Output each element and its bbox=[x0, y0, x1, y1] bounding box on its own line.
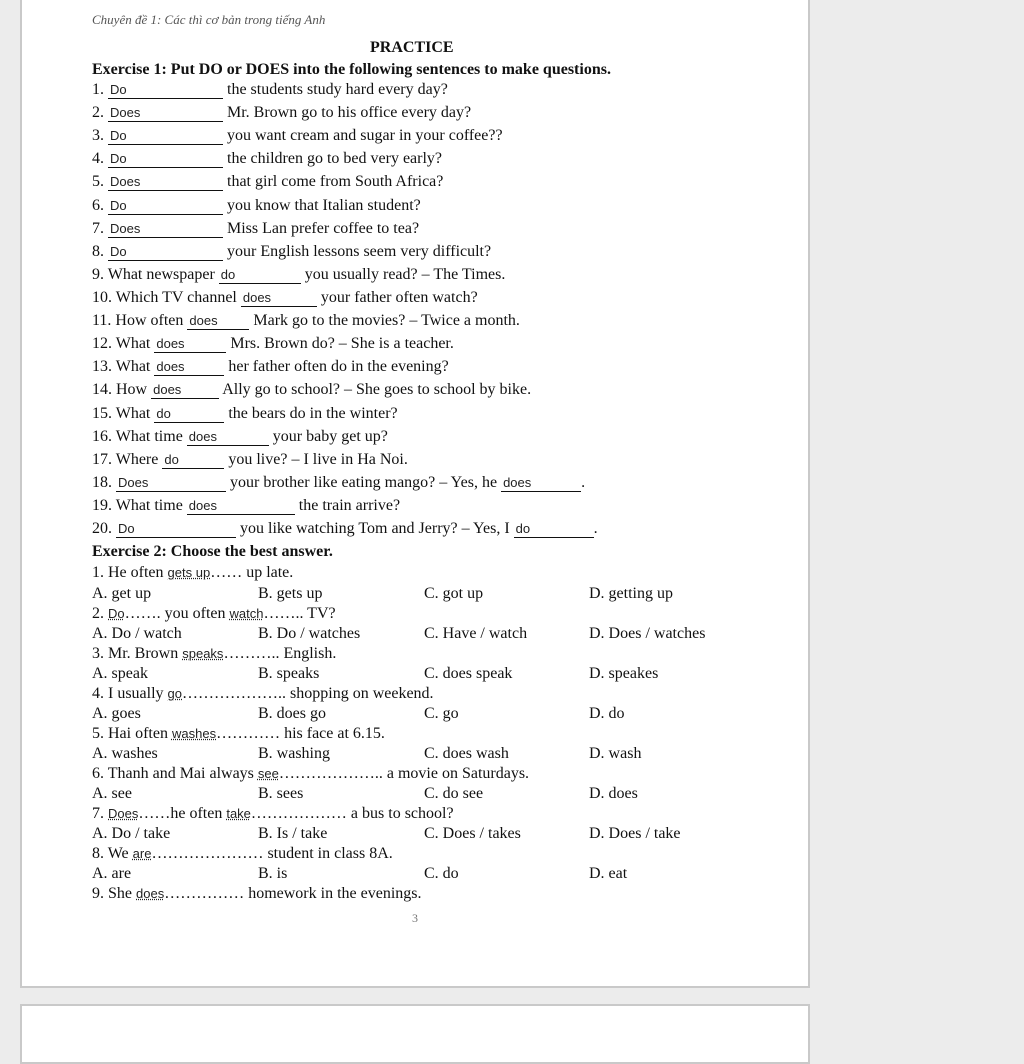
item-text: Miss Lan prefer coffee to tea? bbox=[227, 220, 420, 237]
answer-fill bbox=[133, 845, 264, 862]
answer-option: A. see bbox=[92, 785, 132, 802]
answer-option: A. are bbox=[92, 865, 132, 882]
item-text: 4. bbox=[92, 150, 108, 167]
question-text: student in class 8A. bbox=[263, 845, 393, 862]
question-text: English. bbox=[279, 645, 337, 662]
dot-leader: …………… bbox=[164, 885, 245, 902]
ex1-item bbox=[92, 242, 491, 262]
answer-text: does bbox=[156, 336, 185, 351]
item-text: . bbox=[581, 474, 586, 491]
answer-fill bbox=[136, 885, 244, 902]
answer-blank bbox=[514, 520, 594, 538]
ex1-item bbox=[92, 450, 408, 470]
ex1-item bbox=[92, 519, 598, 539]
item-text: 17. Where bbox=[92, 451, 163, 468]
answer-text: Do bbox=[118, 521, 135, 536]
answer-blank bbox=[154, 335, 226, 353]
answer-text: Do bbox=[110, 82, 127, 97]
item-text: you live? – I live in Ha Noi. bbox=[228, 451, 408, 468]
answer-option: A. speak bbox=[92, 665, 148, 682]
item-text: 19. What time bbox=[92, 497, 187, 514]
answer-option: A. get up bbox=[92, 585, 152, 602]
item-text: your father often watch? bbox=[320, 289, 478, 306]
item-text: the bears do in the winter? bbox=[228, 405, 398, 422]
question-text: homework in the evenings. bbox=[244, 885, 422, 902]
answer-blank bbox=[151, 381, 219, 399]
answer-option: C. do see bbox=[424, 785, 484, 802]
answer-option: D. getting up bbox=[589, 585, 673, 602]
answer-option: D. Does / take bbox=[589, 825, 681, 842]
answer-text: do bbox=[515, 521, 531, 536]
page-title: PRACTICE bbox=[370, 39, 454, 56]
answer-blank bbox=[154, 405, 224, 423]
answer-option: C. do bbox=[424, 865, 459, 882]
item-text: 5. bbox=[92, 173, 108, 190]
answer-option: B. sees bbox=[258, 785, 304, 802]
answer-text: Does bbox=[110, 221, 141, 236]
item-text: 8. bbox=[92, 243, 108, 260]
answer-text: do bbox=[220, 267, 236, 282]
question-text: his face at 6.15. bbox=[280, 725, 385, 742]
answer-blank bbox=[187, 428, 269, 446]
answer-option: B. speaks bbox=[258, 665, 320, 682]
dot-leader: …… bbox=[210, 564, 243, 581]
answer-blank bbox=[187, 497, 295, 515]
ex2-question bbox=[92, 844, 393, 864]
answer-option: D. eat bbox=[589, 865, 628, 882]
item-text: your baby get up? bbox=[272, 428, 388, 445]
answer-text: do bbox=[164, 452, 179, 467]
item-text: 18. bbox=[92, 474, 116, 491]
answer-text: does bbox=[189, 313, 218, 328]
answer-text: Does bbox=[110, 105, 141, 120]
ex1-item bbox=[92, 288, 478, 308]
item-text: 3. bbox=[92, 127, 108, 144]
item-text: 12. What bbox=[92, 335, 155, 352]
answer-text: Do bbox=[110, 244, 127, 259]
answer-blank bbox=[241, 289, 317, 307]
ex2-question bbox=[92, 884, 422, 904]
answer-option: B. does go bbox=[258, 705, 326, 722]
item-text: that girl come from South Africa? bbox=[227, 173, 444, 190]
item-text: 15. What bbox=[92, 405, 155, 422]
item-text: the students study hard every day? bbox=[227, 81, 448, 98]
dot-leader: ………………… bbox=[151, 845, 264, 862]
answer-blank bbox=[501, 474, 581, 492]
dot-leader: ……………… bbox=[250, 805, 347, 822]
item-text: the train arrive? bbox=[298, 497, 401, 514]
answer-text: Does bbox=[118, 475, 149, 490]
answer-option: B. Is / take bbox=[258, 825, 328, 842]
dot-leader: ……. bbox=[124, 605, 161, 622]
item-text: 10. Which TV channel bbox=[92, 289, 241, 306]
question-text: 9. She bbox=[92, 885, 136, 902]
document-page bbox=[20, 0, 810, 988]
question-text: TV? bbox=[303, 605, 336, 622]
answer-fill bbox=[108, 805, 170, 822]
question-text: 1. He often bbox=[92, 564, 168, 581]
answer-text: does bbox=[242, 290, 272, 305]
item-text: Mr. Brown go to his office every day? bbox=[227, 104, 472, 121]
answer-text: do bbox=[156, 406, 171, 421]
answer-text: Does bbox=[110, 174, 141, 189]
question-text: he often bbox=[170, 805, 227, 822]
dot-leader: ……………….. bbox=[182, 685, 287, 702]
item-text: you want cream and sugar in your coffee?? bbox=[227, 127, 503, 144]
exercise1-heading: Exercise 1: Put DO or DOES into the following sentences to make questions. bbox=[92, 61, 611, 78]
ex1-item bbox=[92, 219, 419, 239]
answer-option: D. speakes bbox=[589, 665, 659, 682]
item-text: 7. bbox=[92, 220, 108, 237]
question-text: 4. I usually bbox=[92, 685, 168, 702]
answer-text: does bbox=[503, 475, 532, 490]
answer-option: A. Do / watch bbox=[92, 625, 182, 642]
answer-fill bbox=[168, 685, 286, 702]
answer-option: B. washing bbox=[258, 745, 330, 762]
ex1-item bbox=[92, 496, 400, 516]
answer-text: Do bbox=[108, 606, 125, 621]
answer-option: C. does wash bbox=[424, 745, 509, 762]
answer-fill bbox=[230, 605, 304, 622]
ex1-item bbox=[92, 311, 520, 331]
ex2-question bbox=[92, 684, 434, 704]
answer-option: A. washes bbox=[92, 745, 158, 762]
item-text: 6. bbox=[92, 197, 108, 214]
answer-blank bbox=[108, 220, 223, 238]
ex1-item bbox=[92, 473, 585, 493]
document-header: Chuyên đề 1: Các thì cơ bản trong tiếng Anh bbox=[92, 12, 326, 27]
item-text: Ally go to school? – She goes to school by bike. bbox=[222, 381, 532, 398]
ex1-item bbox=[92, 427, 388, 447]
question-text: 2. bbox=[92, 605, 108, 622]
answer-option: A. Do / take bbox=[92, 825, 171, 842]
answer-text: does bbox=[153, 382, 182, 397]
item-text: her father often do in the evening? bbox=[228, 358, 449, 375]
ex1-item bbox=[92, 404, 398, 424]
item-text: your brother like eating mango? – Yes, he bbox=[230, 474, 502, 491]
answer-text: watch bbox=[229, 606, 264, 621]
answer-fill bbox=[168, 564, 243, 581]
answer-option: C. Does / takes bbox=[424, 825, 521, 842]
answer-option: C. does speak bbox=[424, 665, 513, 682]
item-text: your English lessons seem very difficult? bbox=[227, 243, 492, 260]
question-text: up late. bbox=[242, 564, 294, 581]
item-text: Mrs. Brown do? – She is a teacher. bbox=[230, 335, 454, 352]
answer-blank bbox=[162, 451, 224, 469]
answer-option: B. is bbox=[258, 865, 288, 882]
item-text: you usually read? – The Times. bbox=[304, 266, 506, 283]
item-text: 11. How often bbox=[92, 312, 188, 329]
answer-option: C. got up bbox=[424, 585, 484, 602]
answer-blank bbox=[108, 150, 223, 168]
ex1-item bbox=[92, 103, 471, 123]
answer-blank bbox=[116, 520, 236, 538]
question-text: you often bbox=[160, 605, 230, 622]
answer-text: Do bbox=[110, 198, 127, 213]
ex2-question bbox=[92, 724, 385, 744]
answer-blank bbox=[108, 81, 223, 99]
answer-fill bbox=[182, 645, 279, 662]
item-text: 2. bbox=[92, 104, 108, 121]
answer-option: C. go bbox=[424, 705, 459, 722]
ex1-item bbox=[92, 126, 503, 146]
answer-blank bbox=[108, 127, 223, 145]
ex2-question bbox=[92, 764, 529, 784]
exercise2-heading: Exercise 2: Choose the best answer. bbox=[92, 543, 333, 560]
page-number: 3 bbox=[412, 911, 418, 925]
ex1-item bbox=[92, 357, 449, 377]
answer-text: Do bbox=[110, 128, 127, 143]
item-text: 13. What bbox=[92, 358, 155, 375]
question-text: a bus to school? bbox=[346, 805, 454, 822]
answer-option: A. goes bbox=[92, 705, 141, 722]
item-text: Mark go to the movies? – Twice a month. bbox=[253, 312, 520, 329]
answer-fill bbox=[258, 765, 383, 782]
answer-text: see bbox=[257, 766, 279, 781]
answer-option: B. Do / watches bbox=[258, 625, 361, 642]
answer-blank bbox=[108, 197, 223, 215]
answer-option: D. Does / watches bbox=[589, 625, 706, 642]
answer-text: gets up bbox=[167, 565, 211, 580]
answer-fill bbox=[108, 605, 161, 622]
answer-fill bbox=[172, 725, 280, 742]
answer-text: Does bbox=[108, 806, 139, 821]
item-text: 9. What newspaper bbox=[92, 266, 219, 283]
answer-text: are bbox=[132, 846, 152, 861]
dot-leader: …….. bbox=[263, 605, 304, 622]
answer-text: take bbox=[226, 806, 251, 821]
next-page bbox=[20, 1004, 810, 1064]
answer-option: B. gets up bbox=[258, 585, 323, 602]
ex1-item bbox=[92, 380, 531, 400]
item-text: 14. How bbox=[92, 381, 152, 398]
answer-text: does bbox=[156, 359, 185, 374]
answer-text: does bbox=[136, 886, 165, 901]
question-text: 6. Thanh and Mai always bbox=[92, 765, 258, 782]
answer-text: Do bbox=[110, 151, 127, 166]
answer-blank bbox=[219, 266, 301, 284]
answer-blank bbox=[108, 173, 223, 191]
dot-leader: ……………….. bbox=[278, 765, 383, 782]
answer-blank bbox=[108, 104, 223, 122]
question-text: 7. bbox=[92, 805, 108, 822]
item-text: . bbox=[593, 520, 598, 537]
answer-option: D. do bbox=[589, 705, 625, 722]
item-text: the children go to bed very early? bbox=[227, 150, 443, 167]
answer-fill bbox=[226, 805, 347, 822]
dot-leader: ………… bbox=[216, 725, 281, 742]
answer-blank bbox=[154, 358, 224, 376]
answer-blank bbox=[116, 474, 226, 492]
ex1-item bbox=[92, 334, 454, 354]
ex2-question bbox=[92, 604, 336, 624]
ex1-item bbox=[92, 196, 421, 216]
ex1-item bbox=[92, 172, 443, 192]
item-text: 1. bbox=[92, 81, 108, 98]
answer-text: washes bbox=[171, 726, 217, 741]
dot-leader: ……….. bbox=[223, 645, 280, 662]
item-text: 20. bbox=[92, 520, 116, 537]
question-text: 5. Hai often bbox=[92, 725, 172, 742]
answer-text: does bbox=[188, 429, 217, 444]
answer-option: D. does bbox=[589, 785, 638, 802]
item-text: you like watching Tom and Jerry? – Yes, I bbox=[240, 520, 514, 537]
answer-blank bbox=[187, 312, 249, 330]
item-text: you know that Italian student? bbox=[227, 197, 421, 214]
question-text: 8. We bbox=[92, 845, 133, 862]
ex1-item bbox=[92, 80, 448, 100]
ex1-item bbox=[92, 265, 505, 285]
answer-option: D. wash bbox=[589, 745, 642, 762]
question-text: 3. Mr. Brown bbox=[92, 645, 183, 662]
ex2-question bbox=[92, 563, 293, 583]
dot-leader: …… bbox=[138, 805, 171, 822]
answer-text: does bbox=[188, 498, 217, 513]
answer-text: speaks bbox=[182, 646, 224, 661]
ex2-question bbox=[92, 804, 454, 824]
ex1-item bbox=[92, 149, 442, 169]
answer-blank bbox=[108, 243, 223, 261]
item-text: 16. What time bbox=[92, 428, 187, 445]
ex2-question bbox=[92, 644, 336, 664]
answer-text: go bbox=[167, 686, 183, 701]
question-text: shopping on weekend. bbox=[286, 685, 434, 702]
question-text: a movie on Saturdays. bbox=[382, 765, 530, 782]
answer-option: C. Have / watch bbox=[424, 625, 528, 642]
